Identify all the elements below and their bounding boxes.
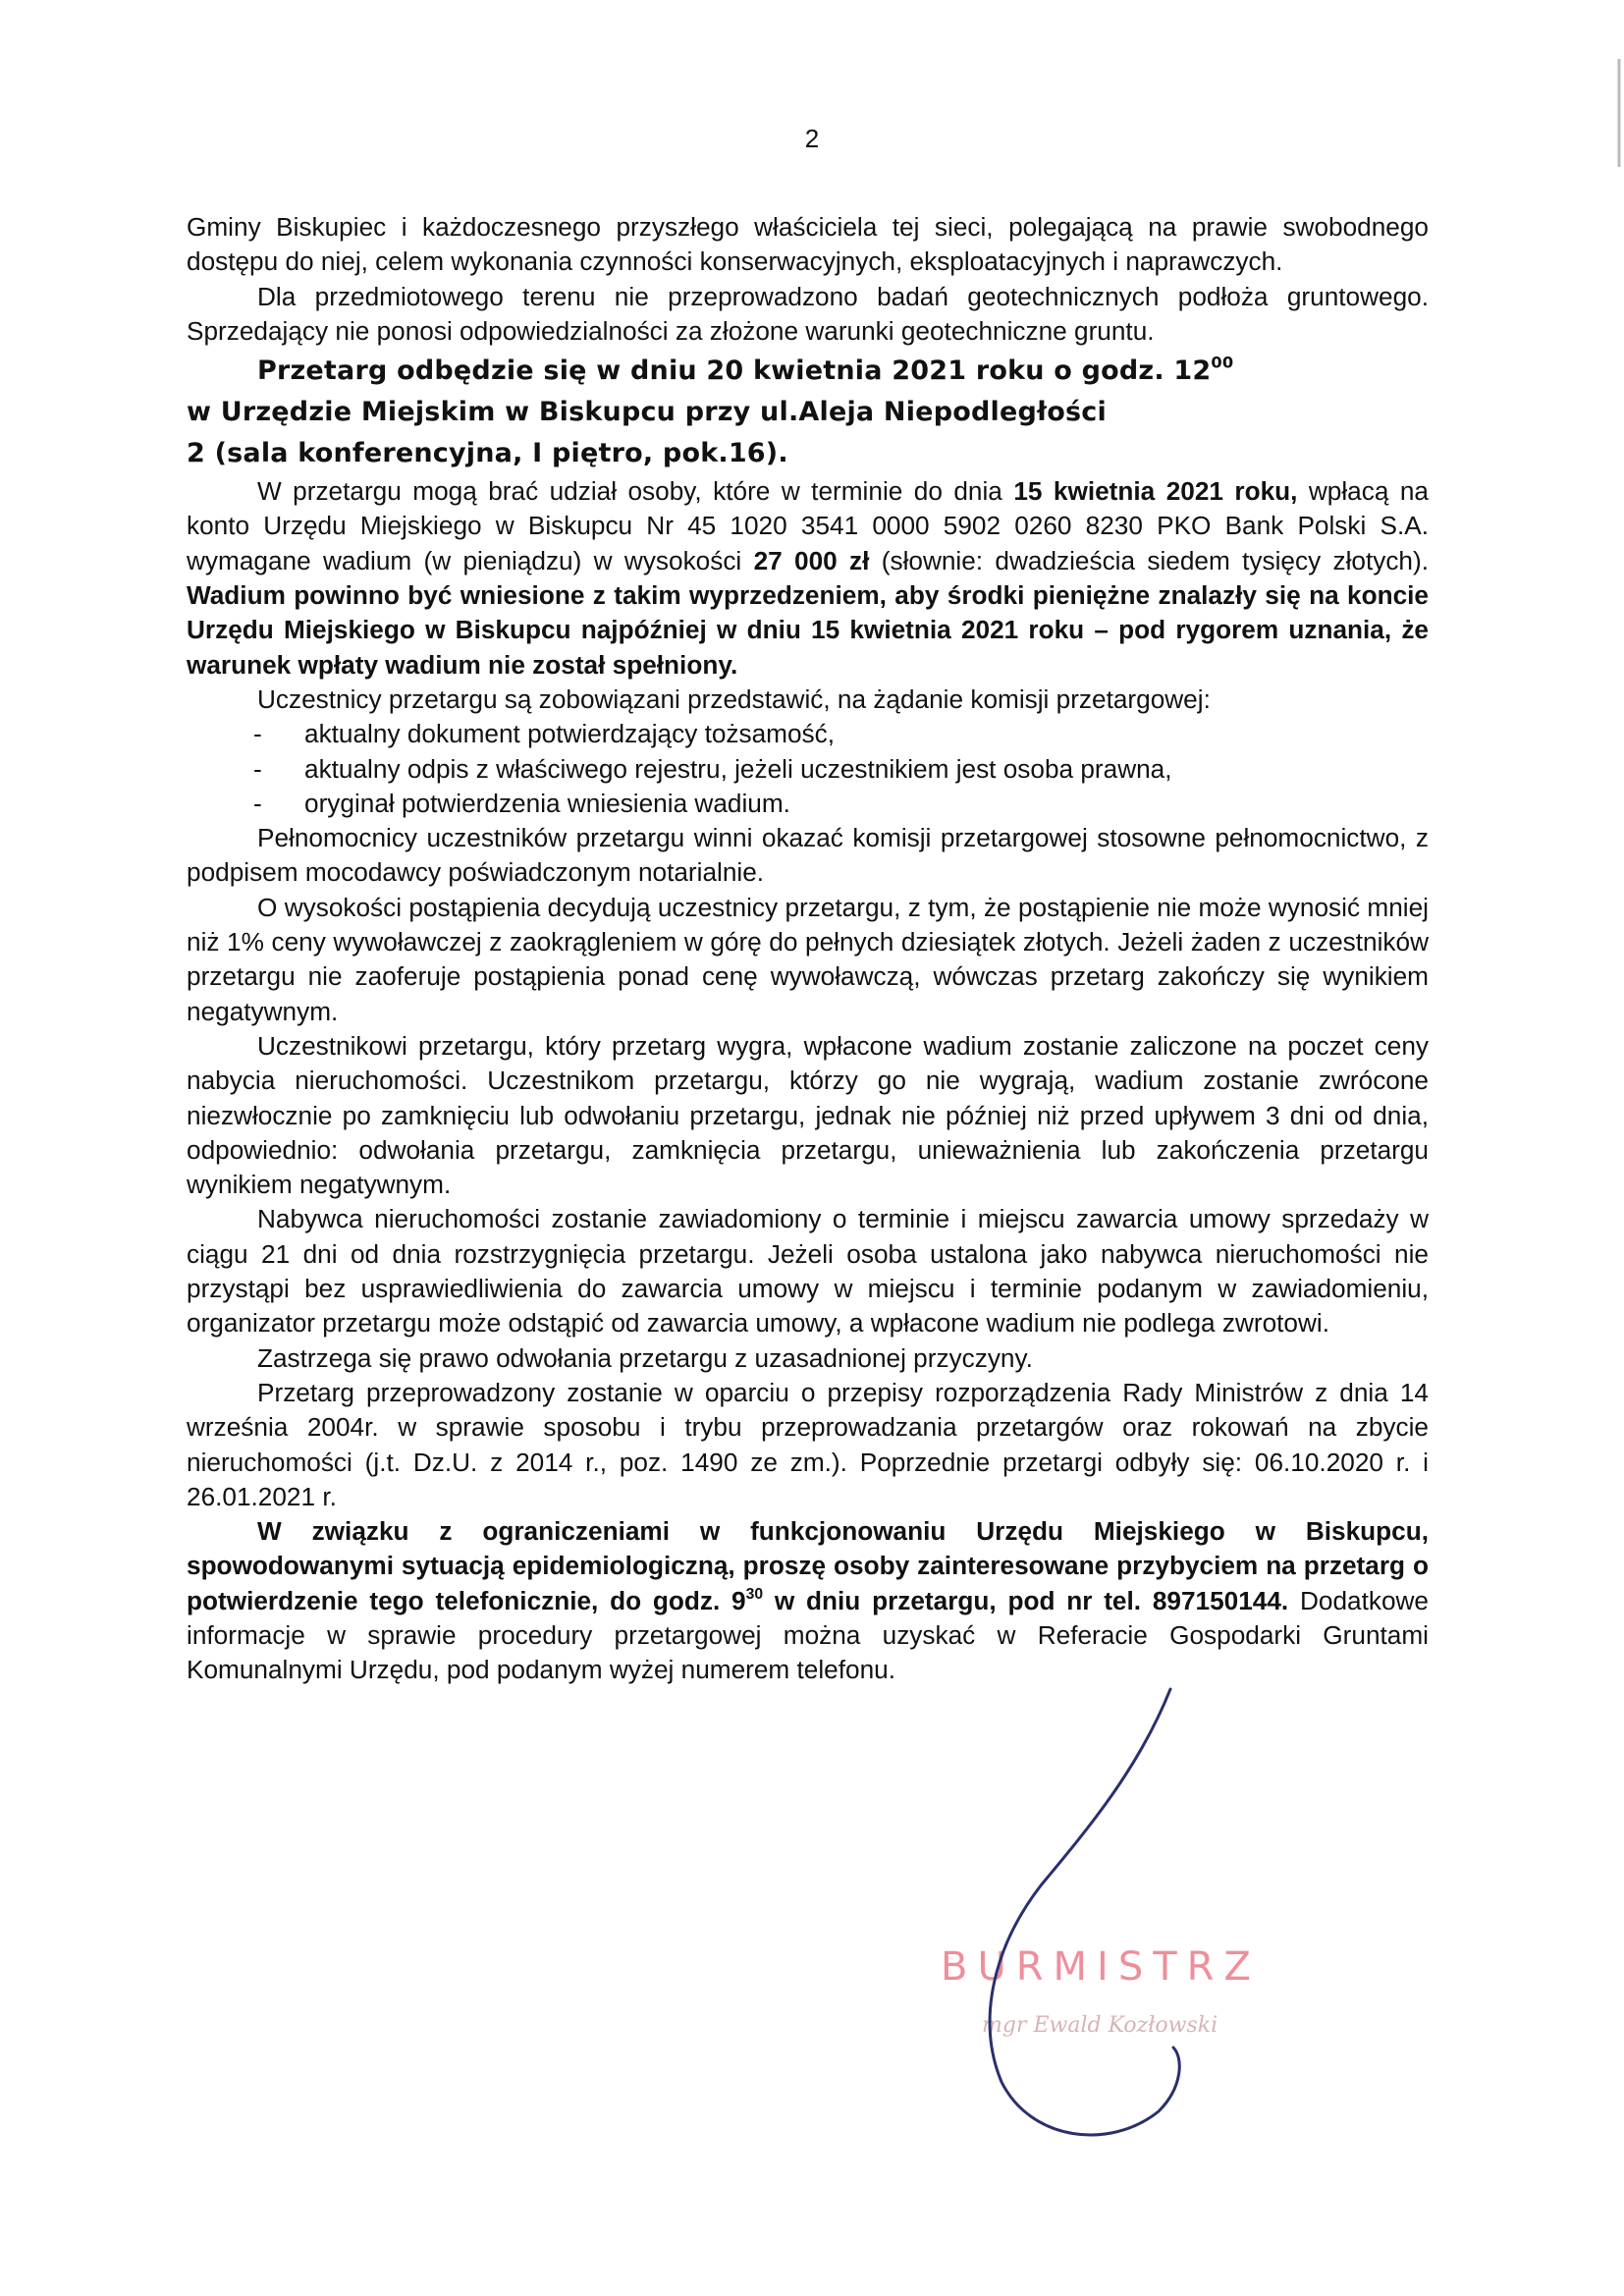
stamp-name: mgr Ewald Kozłowski [982, 2013, 1218, 2038]
scan-edge-mark [1610, 59, 1624, 167]
paragraph-deposit-refund: Uczestnikowi przetargu, który przetarg wygra, wpłacone wadium zostanie zaliczone na poczet ceny nabycia nieruchomości. Uczestnikom przetargu, którzy go nie wygrają, wadium zostanie zwrócone niezwłocznie po zamknięciu lub odwołaniu przetargu, jednak nie później niż przed upływem 3 dni od dnia, odpowiednio: odwołania przetargu, zamknięcia przetargu, unieważnienia lub zakończenia przetargu wynikiem negatywnym. [187, 1030, 1429, 1200]
auction-date-line [187, 351, 1429, 392]
paragraph-intro: Gminy Biskupiec i każdoczesnego przyszłego właściciela tej sieci, polegającą na prawie swobodnego dostępu do niej, celem wykonania czynności konserwacyjnych, eksploatacyjnych i naprawczych. [187, 212, 1429, 277]
paragraph-sale-agreement: Nabywca nieruchomości zostanie zawiadomiony o terminie i miejscu zawarcia umowy sprzedaży w ciągu 21 dni od dnia rozstrzygnięcia przetargu. Jeżeli osoba ustalona jako nabywca nieruchomości nie przystąpi bez usprawiedliwienia do zawarcia umowy w miejscu i terminie podanym w zawiadomieniu, organizator przetargu może odstąpić od zawarcia umowy, a wpłacone wadium nie podlega zwrotowi. [187, 1204, 1429, 1339]
auction-location-line: w Urzędzie Miejskim w Biskupcu przy ul.Aleja Niepodległości [187, 397, 1107, 428]
paragraph-bid-increment: O wysokości postąpienia decydują uczestnicy przetargu, z tym, że postąpienie nie może wynosić mniej niż 1% ceny wywoławczej z zaokrągleniem w górę do pełnych dziesiątek złotych. Jeżeli żaden z uczestników przetargu nie zaoferuje postąpienia ponad cenę wywoławczą, wówczas przetarg zakończy się wynikiem negatywnym. [187, 892, 1429, 1026]
deposit-account: wpłacą na konto Urzędu Miejskiego w Biskupcu Nr 45 1020 3541 0000 5902 0260 8230 PKO Bank Polski S.A. wymagane wadium (w pieniądzu) w wysokości [187, 476, 1429, 575]
auction-hour-minutes: 00 [1211, 353, 1234, 372]
documents-list-item: - aktualny dokument potwierdzający tożsamość, [187, 717, 1429, 751]
paragraph-covid-notice [187, 1514, 1429, 1687]
deposit-date: 15 kwietnia 2021 roku, [1013, 476, 1298, 507]
documents-list-item: - aktualny odpis z właściwego rejestru, jeżeli uczestnikiem jest osoba prawna, [187, 752, 1429, 787]
covid-notice-bold: W związku z ograniczeniami w funkcjonowaniu Urzędu Miejskiego w Biskupcu, spowodowanymi sytuacją epidemiologiczną, proszę osoby zainteresowane przybyciem na przetarg o potwierdzenie tego telefonicznie, do godz. 9 [187, 1516, 1429, 1615]
document-body [187, 210, 1429, 1688]
deposit-warning: Wadium powinno być wniesione z takim wyprzedzeniem, aby środki pieniężne znalazły się na koncie Urzędu Miejskiego w Biskupcu najpóźniej w dniu 15 kwietnia 2021 roku – pod rygorem uznania, że warunek wpłaty wadium nie został spełniony. [187, 580, 1429, 680]
covid-additional-info: Dodatkowe informacje w sprawie procedury przetargowej można uzyskać w Referacie Gospodarki Gruntami Komunalnymi Urzędu, pod podanym wyżej numerem telefonu. [187, 1585, 1429, 1685]
deposit-amount-words: (słownie: dwadzieścia siedem tysięcy złotych). [869, 545, 1429, 575]
deposit-lead: W przetargu mogą brać udział osoby, które w terminie do dnia [257, 476, 1002, 507]
covid-time-minutes: 30 [745, 1585, 764, 1603]
page-number: 2 [804, 124, 820, 153]
paragraph-deposit [187, 474, 1429, 683]
mayor-stamp [913, 1944, 1267, 2052]
paragraph-documents-lead: Uczestnicy przetargu są zobowiązani przedstawić, na żądanie komisji przetargowej: [257, 683, 1211, 714]
paragraph-legal-basis: Przetarg przeprowadzony zostanie w oparciu o przepisy rozporządzenia Rady Ministrów z dnia 14 września 2004r. w sprawie sposobu i trybu przeprowadzania przetargów oraz rokowań na zbycie nieruchomości (j.t. Dz.U. z 2014 r., poz. 1490 ze zm.). Poprzednie przetargi odbyły się: 06.10.2020 r. i 26.01.2021 r. [187, 1377, 1429, 1511]
paragraph-cancellation: Zastrzega się prawo odwołania przetargu z uzasadnionej przyczyny. [257, 1342, 1033, 1373]
covid-phone: w dniu przetargu, pod nr tel. 897150144. [763, 1585, 1289, 1615]
auction-date-text: Przetarg odbędzie się w dniu 20 kwietnia 2021 roku o godz. 12 [257, 355, 1212, 387]
paragraph-proxy: Pełnomocnicy uczestników przetargu winni okazać komisji przetargowej stosowne pełnomocnictwo, z podpisem mocodawcy poświadczonym notarialnie. [187, 823, 1429, 888]
auction-room-line: 2 (sala konferencyjna, I piętro, pok.16). [187, 438, 788, 469]
stamp-title: BURMISTRZ [941, 1944, 1261, 1990]
deposit-amount: 27 000 zł [753, 545, 870, 575]
documents-list [187, 717, 1429, 821]
paragraph-geotechnical: Dla przedmiotowego terenu nie przeprowadzono badań geotechnicznych podłoża gruntowego. Sprzedający nie ponosi odpowiedzialności za złożone warunki geotechniczne gruntu. [187, 281, 1429, 346]
documents-list-item: - oryginał potwierdzenia wniesienia wadium. [187, 787, 1429, 821]
